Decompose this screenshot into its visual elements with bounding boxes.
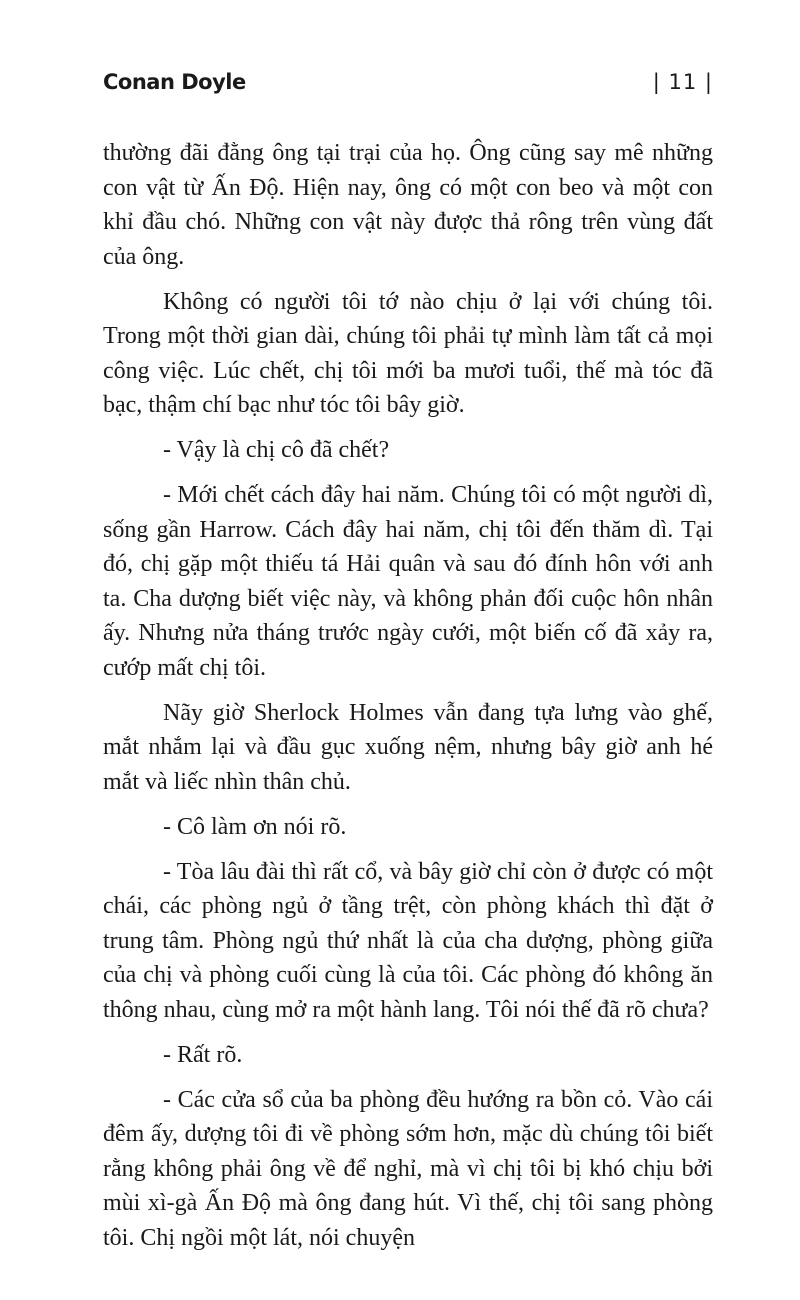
paragraph: Không có người tôi tớ nào chịu ở lại với chúng tôi. Trong một thời gian dài, chúng tôi phải tự mình làm tất cả mọi công việc. Lúc chết, chị tôi mới ba mươi tuổi, thế mà tóc đã bạc, thậm chí bạc như tóc tôi bây giờ.	[103, 288, 713, 418]
dialogue-line: - Vậy là chị cô đã chết?	[163, 437, 390, 463]
dialogue-line: - Mới chết cách đây hai năm. Chúng tôi có một người dì, sống gần Harrow. Cách đây hai năm, chị tôi đến thăm dì. Tại đó, chị gặp một thiếu tá Hải quân và sau đó đính hôn với anh ta. Cha dượng biết việc này, và không phản đối cuộc hôn nhân ấy. Nhưng nửa tháng trước ngày cưới, một biến cố đã xảy ra, cướp mất chị tôi.	[103, 482, 713, 681]
page-number: | 11 |	[652, 70, 713, 94]
paragraph: thường đãi đằng ông tại trại của họ. Ông cũng say mê những con vật từ Ấn Độ. Hiện nay, ông có một con beo và một con khỉ đầu chó. Những con vật này được thả rông trên vùng đất của ông.	[103, 140, 713, 270]
dialogue-line: - Rất rõ.	[163, 1041, 243, 1068]
author-name: Conan Doyle	[103, 70, 246, 94]
body-text	[103, 136, 713, 1266]
dialogue-line: - Cô làm ơn nói rõ.	[163, 813, 347, 840]
paragraph: Nãy giờ Sherlock Holmes vẫn đang tựa lưng vào ghế, mắt nhắm lại và đầu gục xuống nệm, nhưng bây giờ anh hé mắt và liếc nhìn thân chủ.	[103, 699, 713, 795]
dialogue-line: - Các cửa sổ của ba phòng đều hướng ra bồn cỏ. Vào cái đêm ấy, dượng tôi đi về phòng sớm hơn, mặc dù chúng tôi biết rằng không phải ông về để nghỉ, mà vì chị tôi bị khó chịu bởi mùi xì-gà Ấn Độ mà ông đang hút. Vì thế, chị tôi sang phòng tôi. Chị ngồi một lát, nói chuyện	[103, 1086, 713, 1251]
dialogue-line: - Tòa lâu đài thì rất cổ, và bây giờ chỉ còn ở được có một chái, các phòng ngủ ở tầng trệt, còn phòng khách thì đặt ở trung tâm. Phòng ngủ thứ nhất là của cha dượng, phòng giữa của chị và phòng cuối cùng là của tôi. Các phòng đó không ăn thông nhau, cùng mở ra một hành lang. Tôi nói thế đã rõ chưa?	[103, 858, 713, 1023]
running-head	[103, 70, 713, 104]
